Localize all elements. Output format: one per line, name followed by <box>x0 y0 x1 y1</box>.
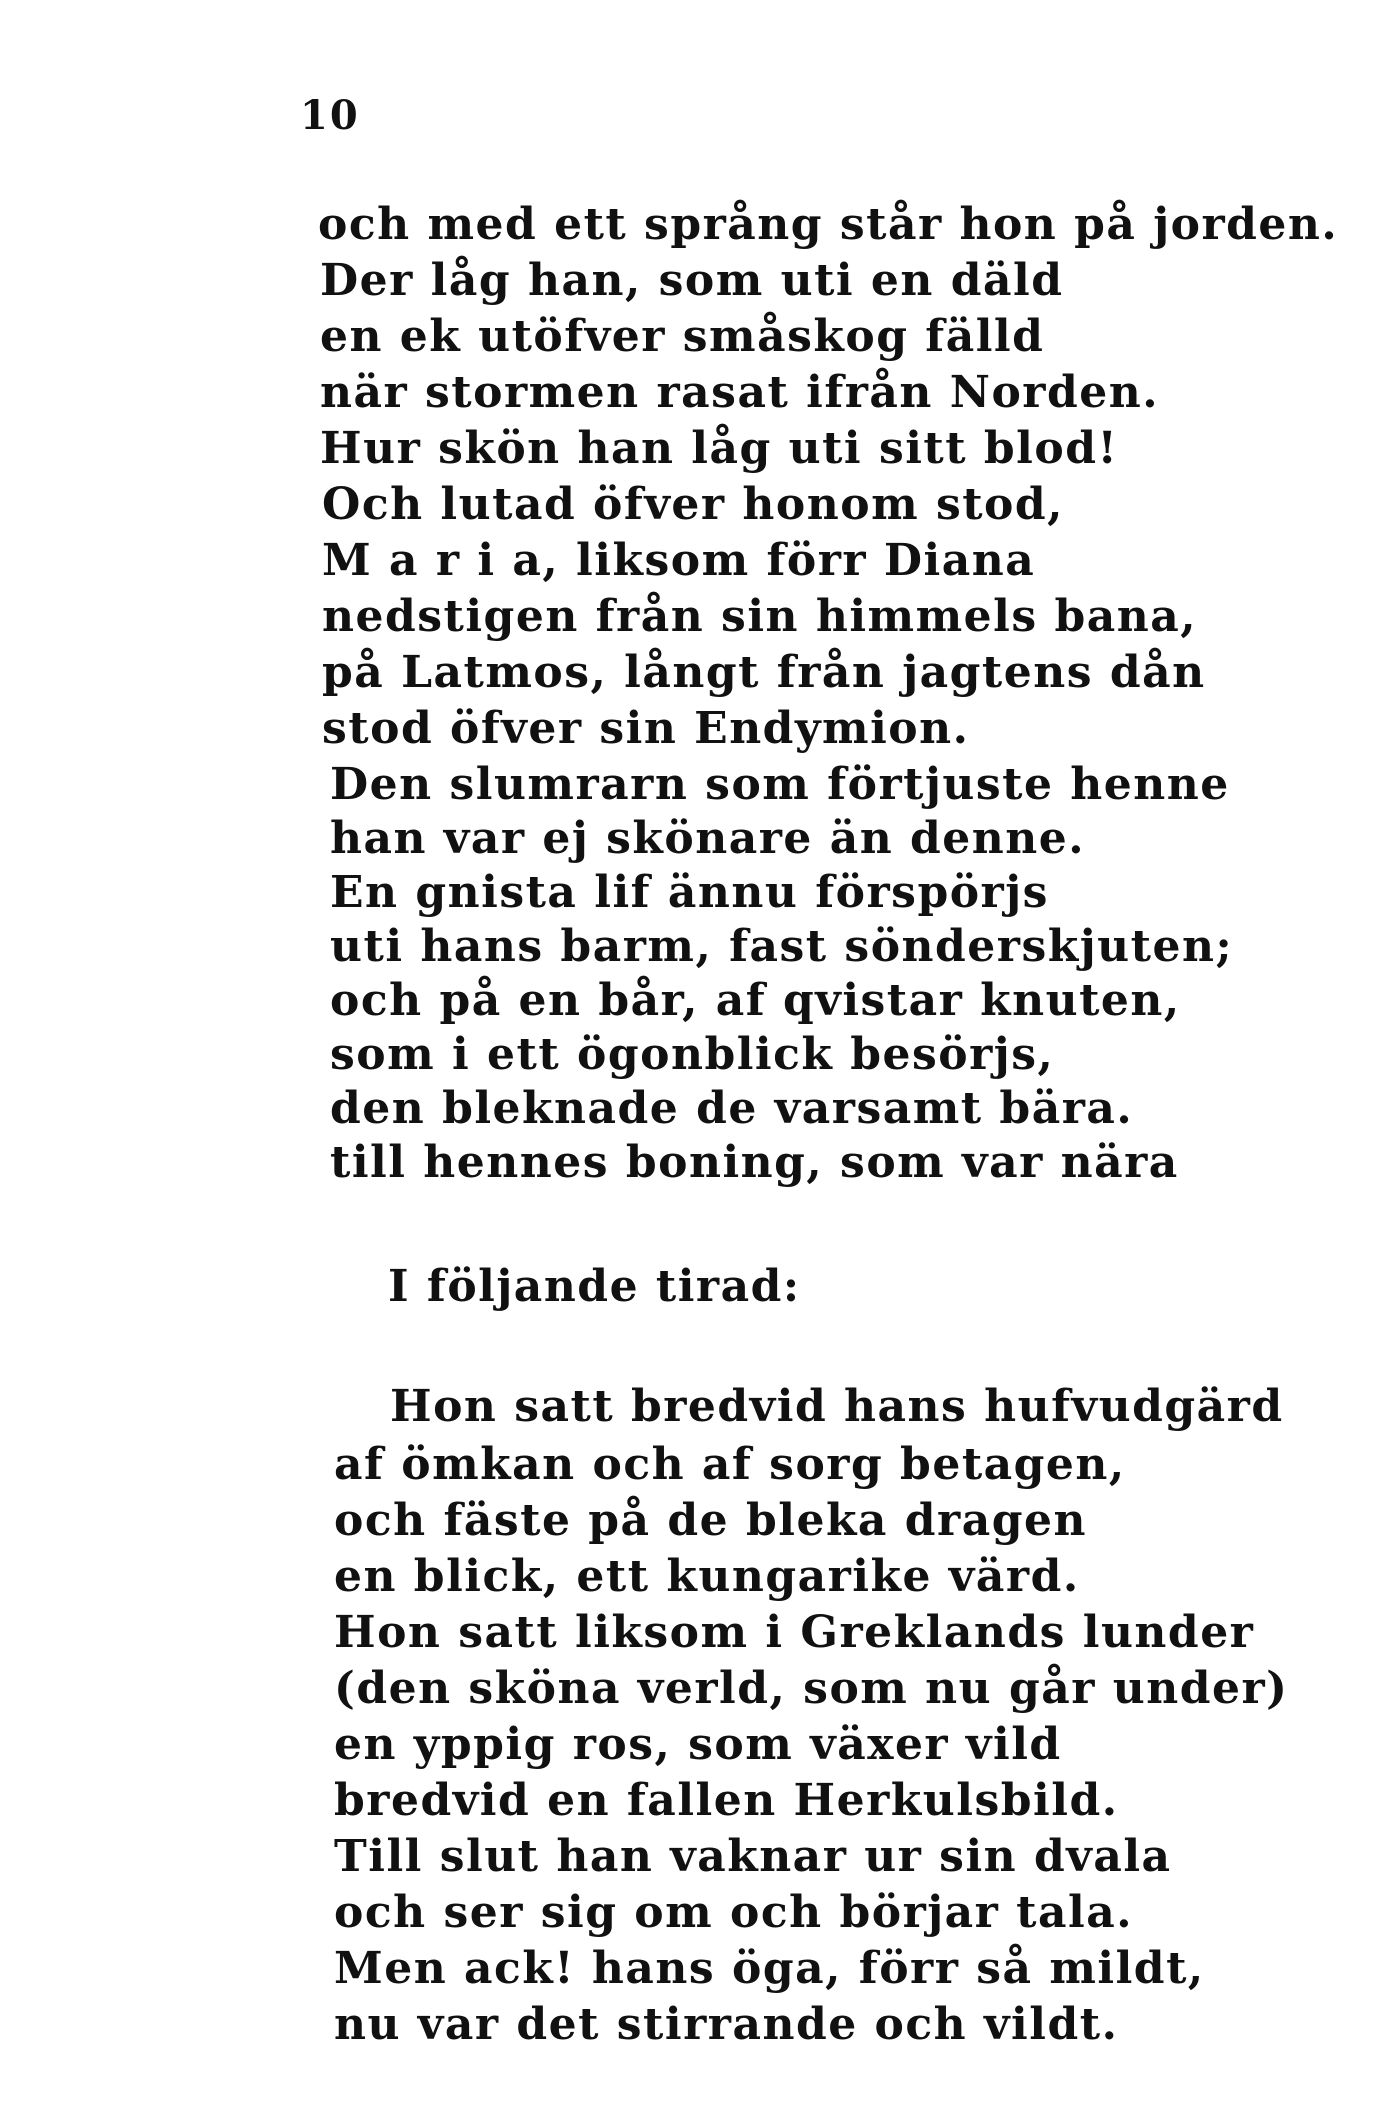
poem-line: på Latmos, långt från jagtens dån <box>322 647 1206 698</box>
poem-line: när stormen rasat ifrån Norden. <box>320 367 1160 418</box>
poem-line: stod öfver sin Endymion. <box>322 703 970 754</box>
poem-line: och fäste på de bleka dragen <box>334 1495 1087 1546</box>
poem-line: Hon satt bredvid hans hufvudgärd <box>390 1381 1284 1432</box>
poem-line: en blick, ett kungarike värd. <box>334 1551 1080 1602</box>
poem-line: en ek utöfver småskog fälld <box>320 311 1045 362</box>
poem-line: uti hans barm, fast sönderskjuten; <box>330 921 1234 972</box>
poem-line: nu var det stirrande och vildt. <box>334 1999 1119 2050</box>
poem-line: Der låg han, som uti en däld <box>320 255 1064 306</box>
section-heading: I följande tirad: <box>388 1261 801 1312</box>
poem-line: och ser sig om och börjar tala. <box>334 1887 1134 1938</box>
poem-line: af ömkan och af sorg betagen, <box>334 1439 1126 1490</box>
poem-line: Den slumrarn som förtjuste henne <box>330 759 1230 810</box>
poem-line: den bleknade de varsamt bära. <box>330 1083 1134 1134</box>
poem-line: och på en bår, af qvistar knuten, <box>330 975 1181 1026</box>
poem-line: han var ej skönare än denne. <box>330 813 1086 864</box>
poem-line: M a r i a, liksom förr Diana <box>322 535 1036 586</box>
poem-line: en yppig ros, som växer vild <box>334 1719 1062 1770</box>
poem-line: bredvid en fallen Herkulsbild. <box>334 1775 1119 1826</box>
poem-line: Och lutad öfver honom stod, <box>322 479 1064 530</box>
page-number: 10 <box>300 92 360 139</box>
poem-line: som i ett ögonblick besörjs, <box>330 1029 1055 1080</box>
poem-line: nedstigen från sin himmels bana, <box>322 591 1198 642</box>
poem-line: Hon satt liksom i Greklands lunder <box>334 1607 1255 1658</box>
poem-line: En gnista lif ännu förspörjs <box>330 867 1049 918</box>
poem-line: Hur skön han låg uti sitt blod! <box>320 423 1119 474</box>
poem-line: och med ett språng står hon på jorden. <box>318 199 1339 250</box>
poem-line: Till slut han vaknar ur sin dvala <box>334 1831 1172 1882</box>
poem-line: Men ack! hans öga, förr så mildt, <box>334 1943 1205 1994</box>
poem-line: till hennes boning, som var nära <box>330 1137 1179 1188</box>
poem-line: (den sköna verld, som nu går under) <box>334 1663 1289 1714</box>
